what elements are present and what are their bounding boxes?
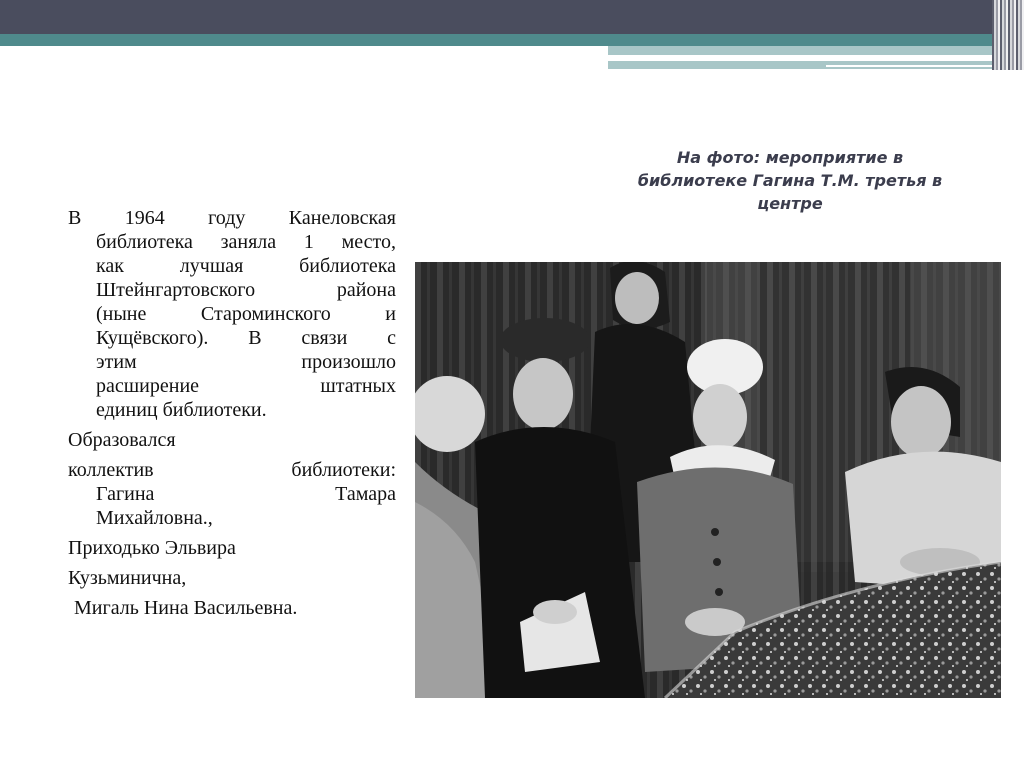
text-line: Михайловна., [96,507,213,529]
caption-line: На фото: мероприятие в [676,148,904,167]
photo-caption [600,146,980,215]
header-white-line-2 [826,65,1000,67]
paragraph-1 [68,206,396,422]
body-text [68,206,396,626]
text-line: расширение штатных [96,375,396,397]
text-line: коллектив библиотеки: [68,459,396,481]
text-line: библиотека заняла 1 место, [96,231,396,253]
text-line: как лучшая библиотека [96,255,396,277]
text-line: Гагина Тамара [96,483,396,505]
paragraph-6 [68,596,396,620]
text-line: этим произошло [96,351,396,373]
event-photo [415,262,1001,698]
caption-line: центре [757,194,823,213]
paragraph-4 [68,536,396,560]
header-dark-bar [0,0,1024,34]
header-right-stripes [992,0,1024,70]
text-line: Штейнгартовского района [96,279,396,301]
paragraph-5 [68,566,396,590]
text-line: (ныне Староминского и [96,303,396,325]
text-line: Кущёвского). В связи с [96,327,396,349]
text-line: В 1964 году Канеловская [68,207,396,229]
text-line: Образовался [68,429,176,451]
caption-line: библиотеке Гагина Т.М. третья в [637,171,943,190]
text-line: Кузьминична, [68,567,187,589]
header-light-bar [608,46,1000,55]
header-teal-bar [0,34,1000,46]
text-line: единиц библиотеки. [96,399,267,421]
text-line: Мигаль Нина Васильевна. [74,597,298,619]
header-white-line [608,55,948,58]
paragraph-3 [68,458,396,530]
paragraph-2 [68,428,396,452]
text-line: Приходько Эльвира [68,537,236,559]
